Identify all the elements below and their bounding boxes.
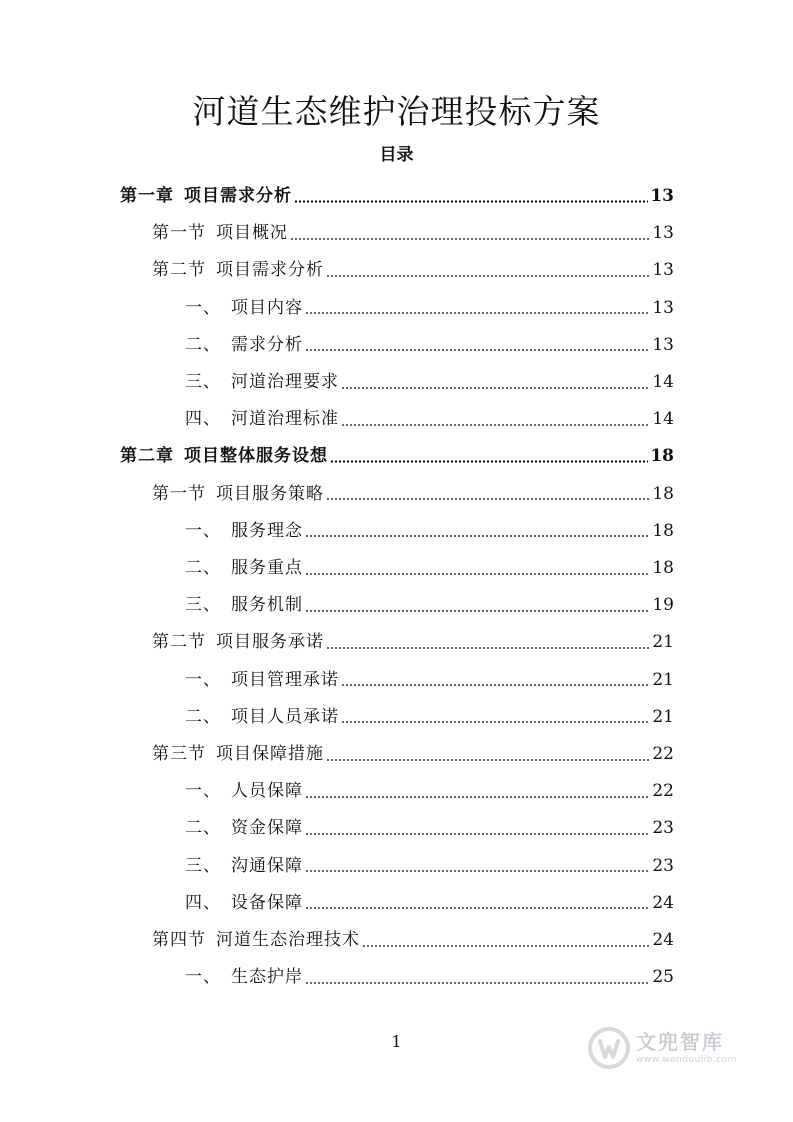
toc-entry[interactable] (152, 736, 674, 773)
toc-entry-label (185, 699, 339, 736)
toc-entry-label (152, 252, 324, 289)
toc-entry-text: 河道治理标准 (231, 409, 339, 430)
toc-entry-page: 18 (650, 446, 674, 467)
toc-dot-leader (305, 907, 650, 909)
toc-dot-leader (326, 647, 650, 649)
wendou-logo-icon (588, 1027, 630, 1069)
toc-entry-text: 项目内容 (231, 297, 303, 318)
toc-dot-leader (341, 684, 650, 686)
toc-dot-leader (305, 870, 650, 872)
toc-dot-leader (341, 721, 650, 723)
toc-entry-page: 23 (652, 818, 674, 839)
toc-entry-text: 项目需求分析 (184, 186, 292, 206)
toc-entry[interactable] (185, 587, 674, 624)
toc-entry-page: 22 (652, 744, 674, 764)
toc-entry-number: 第一章 (120, 186, 174, 206)
toc-entry[interactable] (185, 401, 674, 438)
toc-heading: 目录 (379, 145, 414, 165)
toc-entry[interactable] (185, 773, 674, 810)
toc-entry[interactable] (185, 699, 674, 736)
toc-entry-label (185, 327, 303, 364)
toc-dot-leader (305, 573, 650, 575)
toc-entry-text: 服务机制 (231, 595, 303, 616)
toc-entry-label (185, 587, 303, 624)
toc-entry-text: 服务重点 (231, 558, 303, 578)
toc-entry-page: 24 (652, 930, 674, 950)
watermark-url: www.wendoulib.com (636, 1055, 737, 1065)
toc-entry-text: 项目人员承诺 (231, 706, 339, 727)
toc-dot-leader (305, 796, 650, 798)
toc-entry-page: 18 (652, 558, 674, 578)
toc-entry-number: 第二节 (152, 260, 206, 281)
toc-entry-text: 沟通保障 (231, 855, 303, 876)
watermark (588, 1020, 758, 1076)
toc-dot-leader (305, 833, 650, 835)
toc-entry-label (152, 476, 324, 513)
toc-entry-page: 14 (652, 372, 674, 392)
toc-entry-page: 21 (652, 706, 674, 727)
toc-entry-number: 一、 (185, 967, 221, 988)
toc-entry-text: 设备保障 (231, 892, 303, 913)
toc-dot-leader (326, 759, 650, 761)
toc-entry-text: 河道治理要求 (231, 372, 339, 392)
toc-entry[interactable] (185, 662, 674, 699)
toc-entry-number: 一、 (185, 669, 221, 690)
toc-entry-label (185, 773, 303, 810)
toc-entry-text: 项目概况 (216, 223, 288, 244)
toc-entry-label (152, 624, 324, 661)
toc-dot-leader (326, 275, 650, 277)
toc-entry[interactable] (152, 624, 674, 661)
toc-entry-page: 19 (652, 595, 674, 616)
toc-entry-page: 14 (652, 409, 674, 430)
toc-entry[interactable] (120, 438, 674, 475)
toc-entry-number: 四、 (185, 892, 221, 913)
toc-entry-text: 项目服务策略 (216, 483, 324, 504)
toc-entry-page: 13 (650, 186, 674, 206)
toc-entry-label (120, 438, 328, 475)
toc-entry[interactable] (152, 476, 674, 513)
toc-entry-page: 23 (652, 855, 674, 876)
toc-entry[interactable] (152, 215, 674, 252)
toc-entry-number: 第四节 (152, 930, 206, 950)
toc-entry[interactable] (152, 922, 674, 959)
toc-entry[interactable] (185, 959, 674, 996)
toc-entry-text: 项目服务承诺 (216, 632, 324, 653)
toc-entry-number: 四、 (185, 409, 221, 430)
toc-dot-leader (305, 535, 650, 537)
toc-entry[interactable] (185, 327, 674, 364)
toc-entry-number: 第一节 (152, 223, 206, 244)
toc-dot-leader (305, 982, 650, 984)
toc-entry-label (152, 736, 324, 773)
toc-entry[interactable] (120, 178, 674, 215)
toc-entry-number: 一、 (185, 297, 221, 318)
toc-entry-label (185, 848, 303, 885)
toc-entry-number: 二、 (185, 818, 221, 839)
toc-entry[interactable] (185, 364, 674, 401)
toc-entry[interactable] (185, 885, 674, 922)
watermark-brand: 文兜智库 (636, 1030, 724, 1054)
toc-entry-number: 二、 (185, 334, 221, 355)
toc-entry-label (185, 513, 303, 550)
toc-entry-label (120, 178, 292, 215)
toc-dot-leader (305, 312, 650, 314)
toc-entry[interactable] (185, 513, 674, 550)
toc-entry-page: 18 (652, 483, 674, 504)
toc-entry[interactable] (185, 550, 674, 587)
toc-entry-number: 二、 (185, 706, 221, 727)
toc-dot-leader (341, 424, 650, 426)
toc-dot-leader (290, 238, 650, 240)
toc-entry-page: 18 (652, 520, 674, 541)
toc-entry-label (185, 810, 303, 847)
toc-entry-number: 一、 (185, 520, 221, 541)
toc-entry-page: 13 (652, 223, 674, 244)
toc-entry-text: 需求分析 (231, 334, 303, 355)
toc-entry[interactable] (152, 252, 674, 289)
toc-entry-page: 22 (652, 781, 674, 802)
toc-entry-number: 三、 (185, 855, 221, 876)
toc-entry-text: 项目需求分析 (216, 260, 324, 281)
toc-entry-number: 三、 (185, 372, 221, 392)
toc-entry-page: 25 (652, 967, 674, 988)
toc-entry-label (185, 364, 339, 401)
toc-entry-page: 13 (652, 334, 674, 355)
toc-entry-page: 13 (652, 260, 674, 281)
toc-entry-number: 第一节 (152, 483, 206, 504)
toc-entry-text: 项目整体服务设想 (184, 446, 328, 467)
toc-entry-label (152, 922, 360, 959)
toc-entry-label (185, 885, 303, 922)
toc-entry-text: 资金保障 (231, 818, 303, 839)
toc-dot-leader (362, 945, 650, 947)
toc-entry-label (185, 401, 339, 438)
toc-entry[interactable] (185, 848, 674, 885)
toc-entry-number: 二、 (185, 558, 221, 578)
toc-entry-page: 24 (652, 892, 674, 913)
toc-entry-text: 服务理念 (231, 520, 303, 541)
toc-entry-page: 21 (652, 669, 674, 690)
toc-entry-text: 人员保障 (231, 781, 303, 802)
toc-dot-leader (330, 460, 648, 463)
toc-entry-text: 河道生态治理技术 (216, 930, 360, 950)
toc-entry-number: 三、 (185, 595, 221, 616)
toc-entry-number: 第二节 (152, 632, 206, 653)
toc-dot-leader (326, 498, 650, 500)
toc-entry-number: 第二章 (120, 446, 174, 467)
toc-entry-label (152, 215, 288, 252)
toc-dot-leader (341, 387, 650, 389)
page-number: 1 (391, 1032, 402, 1051)
toc-entry-label (185, 550, 303, 587)
toc-entry-page: 13 (652, 297, 674, 318)
toc-entry-number: 第三节 (152, 744, 206, 764)
toc-dot-leader (305, 610, 650, 612)
toc-dot-leader (305, 349, 650, 351)
toc-entry-label (185, 959, 303, 996)
toc-entry-label (185, 662, 339, 699)
toc-entry-text: 项目保障措施 (216, 744, 324, 764)
toc-entry-page: 21 (652, 632, 674, 653)
toc-dot-leader (294, 200, 648, 203)
toc-entry[interactable] (185, 810, 674, 847)
document-title: 河道生态维护治理投标方案 (192, 92, 601, 131)
toc-entry-text: 项目管理承诺 (231, 669, 339, 690)
toc-entry-text: 生态护岸 (231, 967, 303, 988)
toc-entry-label (185, 290, 303, 327)
toc-entry[interactable] (185, 290, 674, 327)
toc-entry-number: 一、 (185, 781, 221, 802)
